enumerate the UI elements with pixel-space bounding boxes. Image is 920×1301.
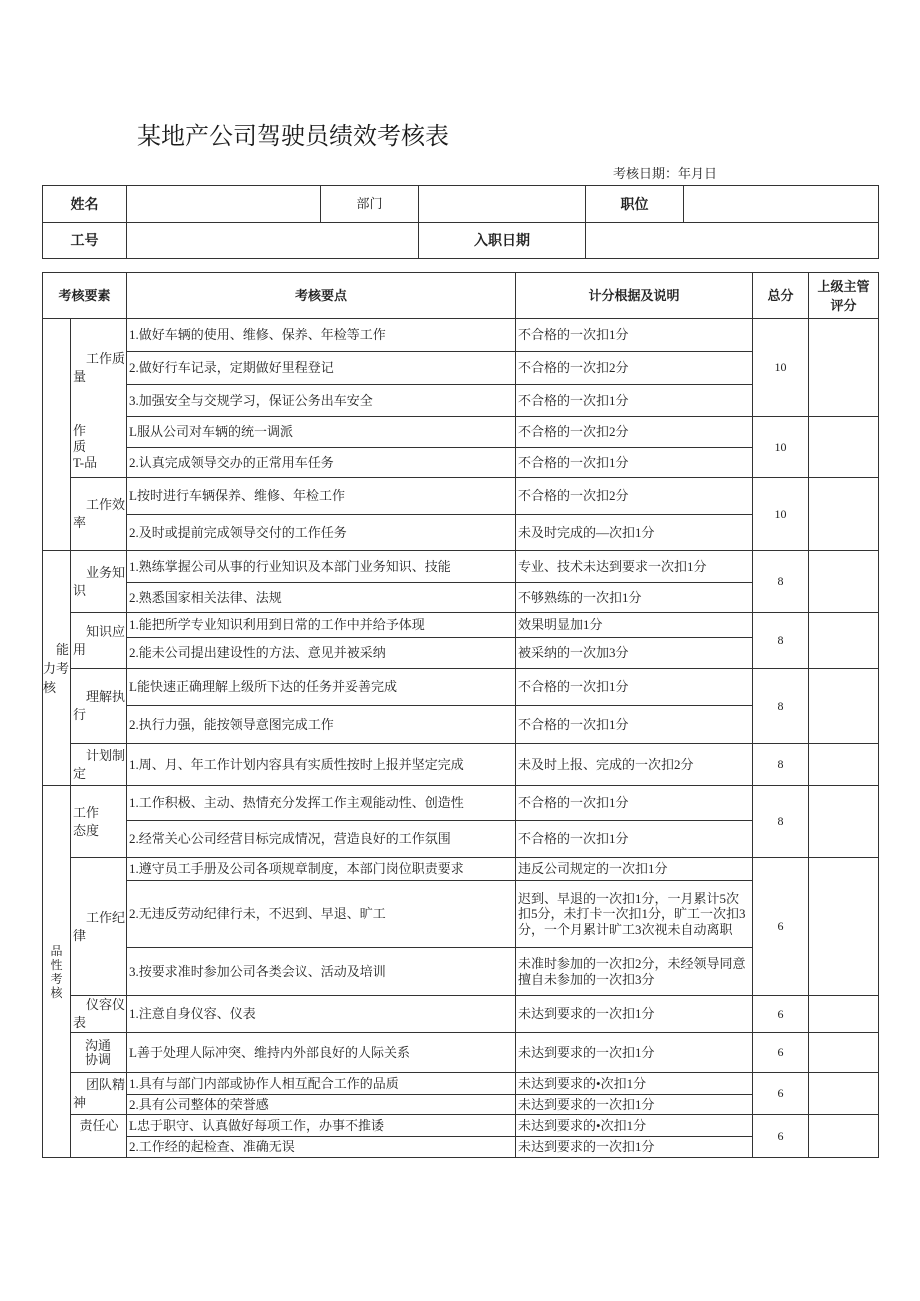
scoring-rule: 不合格的一次扣1分 [516,319,753,352]
key-point: 2.具有公司整体的荣誉感 [127,1095,516,1115]
total-score: 10 [753,478,809,551]
subcategory-work-attitude-cell [71,786,127,858]
scoring-rule: 不合格的一次扣2分 [516,478,753,515]
hire-date-label: 入职日期 [419,223,586,259]
key-point: L按时进行车辆保养、维修、年检工作 [127,478,516,515]
category-character: 品性考核 [50,943,63,1000]
key-point: 3.按要求准时参加公司各类会议、活动及培训 [127,948,516,996]
scoring-rule: 不合格的一次扣1分 [516,706,753,744]
supervisor-score-cell [809,1115,879,1158]
key-point: L能快速正确理解上级所下达的任务并妥善完成 [127,669,516,706]
supervisor-score-cell [809,858,879,996]
scoring-rule: 不合格的一次扣2分 [516,417,753,448]
key-point: 1.工作积极、主动、热情充分发挥工作主观能动性、创造性 [127,786,516,821]
total-score: 6 [753,996,809,1033]
total-score: 6 [753,1115,809,1158]
header-supervisor-score-cell [809,273,879,319]
subcategory-team-spirit: 团队精神 [71,1073,127,1115]
subcategory-work-efficiency: 工作效率 [71,478,127,551]
subcategory-work-quality-vertical: 作 质 T-品 [71,417,127,478]
supervisor-score-cell [809,996,879,1033]
key-point: 1.遵守员工手册及公司各项规章制度，本部门岗位职责要求 [127,858,516,881]
key-point: 1.周、月、年工作计划内容具有实质性按时上报并坚定完成 [127,744,516,786]
supervisor-score-cell [809,319,879,417]
scoring-rule: 不合格的一次扣1分 [516,385,753,417]
key-point: L服从公司对车辆的统一调派 [127,417,516,448]
scoring-rule: 不合格的一次扣2分 [516,352,753,385]
table-row [43,1033,879,1073]
subcategory-understanding-execution: 理解执行 [71,669,127,744]
table-row [43,1115,879,1137]
key-point: 2.无违反劳动纪律行未，不迟到、早退、旷工 [127,881,516,948]
table-row [43,613,879,638]
table-row [43,478,879,515]
scoring-rule: 未达到要求的•次扣1分 [516,1115,753,1137]
total-score: 6 [753,1073,809,1115]
key-point: 2.工作经的起检查、准确无误 [127,1137,516,1158]
category-cell-blank [43,319,71,551]
supervisor-score-cell [809,551,879,613]
scoring-rule: 未达到要求的一次扣1分 [516,1033,753,1073]
supervisor-score-cell [809,669,879,744]
supervisor-score-cell [809,613,879,669]
category-character-cell [43,786,71,1158]
table-row [43,996,879,1033]
total-score: 8 [753,744,809,786]
supervisor-score-cell [809,417,879,478]
table-header-row [43,273,879,319]
key-point: 1.熟练掌握公司从事的行业知识及本部门业务知识、技能 [127,551,516,583]
total-score: 8 [753,669,809,744]
subcategory-communication-cell [71,1033,127,1073]
subcategory-knowledge-application: 知识应用 [71,613,127,669]
scoring-rule: 未准时参加的一次扣2分，未经领导同意擅自未参加的一次扣3分 [516,948,753,996]
table-row [43,669,879,706]
scoring-rule: 不够熟练的一次扣1分 [516,583,753,613]
info-row [43,223,879,259]
assessment-date: 考核日期：年月日 [613,166,718,181]
key-point: 2.做好行车记录，定期做好里程登记 [127,352,516,385]
scoring-rule: 未达到要求的一次扣1分 [516,1095,753,1115]
scoring-rule: 不合格的一次扣1分 [516,669,753,706]
key-point: L善于处理人际冲突、维持内外部良好的人际关系 [127,1033,516,1073]
employee-id-label: 工号 [43,223,127,259]
scoring-rule: 不合格的一次扣1分 [516,786,753,821]
scoring-rule: 未及时上报、完成的一次扣2分 [516,744,753,786]
key-point: L忠于职守、认真做好每项工作，办事不推诿 [127,1115,516,1137]
scoring-rule: 被采纳的一次加3分 [516,638,753,669]
scoring-rule: 不合格的一次扣1分 [516,821,753,858]
key-point: 2.及时或提前完成领导交付的工作任务 [127,515,516,551]
scoring-rule: 未达到要求的•次扣1分 [516,1073,753,1095]
supervisor-score-cell [809,1033,879,1073]
supervisor-score-cell [809,744,879,786]
scoring-rule: 未达到要求的一次扣1分 [516,996,753,1033]
supervisor-score-cell [809,786,879,858]
subcategory-appearance: 仪容仪表 [71,996,127,1033]
subcategory-business-knowledge: 业务知识 [71,551,127,613]
assessment-table [42,272,879,1158]
subcategory-planning: 计划制定 [71,744,127,786]
table-row [43,551,879,583]
scoring-rule: 效果明显加1分 [516,613,753,638]
total-score: 6 [753,858,809,996]
hire-date-value-cell [586,223,879,259]
key-point: 2.能未公司提出建设性的方法、意见并被采纳 [127,638,516,669]
supervisor-score-cell [809,478,879,551]
table-row [43,744,879,786]
total-score: 8 [753,551,809,613]
header-key-points: 考核要点 [127,273,516,319]
position-value-cell [684,186,879,223]
scoring-rule: 专业、技术未达到要求一次扣1分 [516,551,753,583]
name-value-cell [127,186,321,223]
header-scoring-basis: 计分根据及说明 [516,273,753,319]
category-ability: 能力考核 [43,551,71,786]
department-value-cell [419,186,586,223]
key-point: 2.经常关心公司经营目标完成情况，营造良好的工作氛围 [127,821,516,858]
subcategory-work-discipline: 工作纪律 [71,858,127,996]
info-row [43,186,879,223]
scoring-rule: 未及时完成的—次扣1分 [516,515,753,551]
total-score: 10 [753,319,809,417]
key-point: 2.认真完成领导交办的正常用车任务 [127,448,516,478]
subcategory-communication: 沟通协调 [85,1037,112,1067]
scoring-rule: 未达到要求的一次扣1分 [516,1137,753,1158]
table-row [43,858,879,881]
document-title: 某地产公司驾驶员绩效考核表 [137,124,449,150]
header-element: 考核要素 [43,273,127,319]
header-total-score: 总分 [753,273,809,319]
header-supervisor-score: 上级主管评分 [817,278,870,313]
subcategory-work-attitude: 工作态度 [73,804,100,838]
name-label: 姓名 [43,186,127,223]
total-score: 10 [753,417,809,478]
key-point: 2.熟悉国家相关法律、法规 [127,583,516,613]
key-point: 2.执行力强，能按领导意图完成工作 [127,706,516,744]
total-score: 8 [753,613,809,669]
employee-id-value-cell [127,223,419,259]
employee-info-table [42,185,879,259]
scoring-rule: 迟到、早退的一次扣1分，一月累计5次扣5分，未打卡一次扣1分，旷工一次扣3分，一个月累计旷工3次视未自动离职 [516,881,753,948]
key-point: 1.能把所学专业知识利用到日常的工作中并给予体现 [127,613,516,638]
key-point: 1.注意自身仪容、仪表 [127,996,516,1033]
table-row [43,1073,879,1095]
scoring-rule: 不合格的一次扣1分 [516,448,753,478]
table-row [43,417,879,448]
total-score: 6 [753,1033,809,1073]
supervisor-score-cell [809,1073,879,1115]
key-point: 3.加强安全与交规学习，保证公务出车安全 [127,385,516,417]
table-row [43,319,879,352]
department-label: 部门 [321,186,419,223]
position-label: 职位 [586,186,684,223]
table-row [43,786,879,821]
key-point: 1.做好车辆的使用、维修、保养、年检等工作 [127,319,516,352]
total-score: 8 [753,786,809,858]
scoring-rule: 违反公司规定的一次扣1分 [516,858,753,881]
subcategory-work-quality: 工作质量 [71,319,127,417]
subcategory-responsibility: 责任心 [71,1115,127,1158]
key-point: 1.具有与部门内部或协作人相互配合工作的品质 [127,1073,516,1095]
